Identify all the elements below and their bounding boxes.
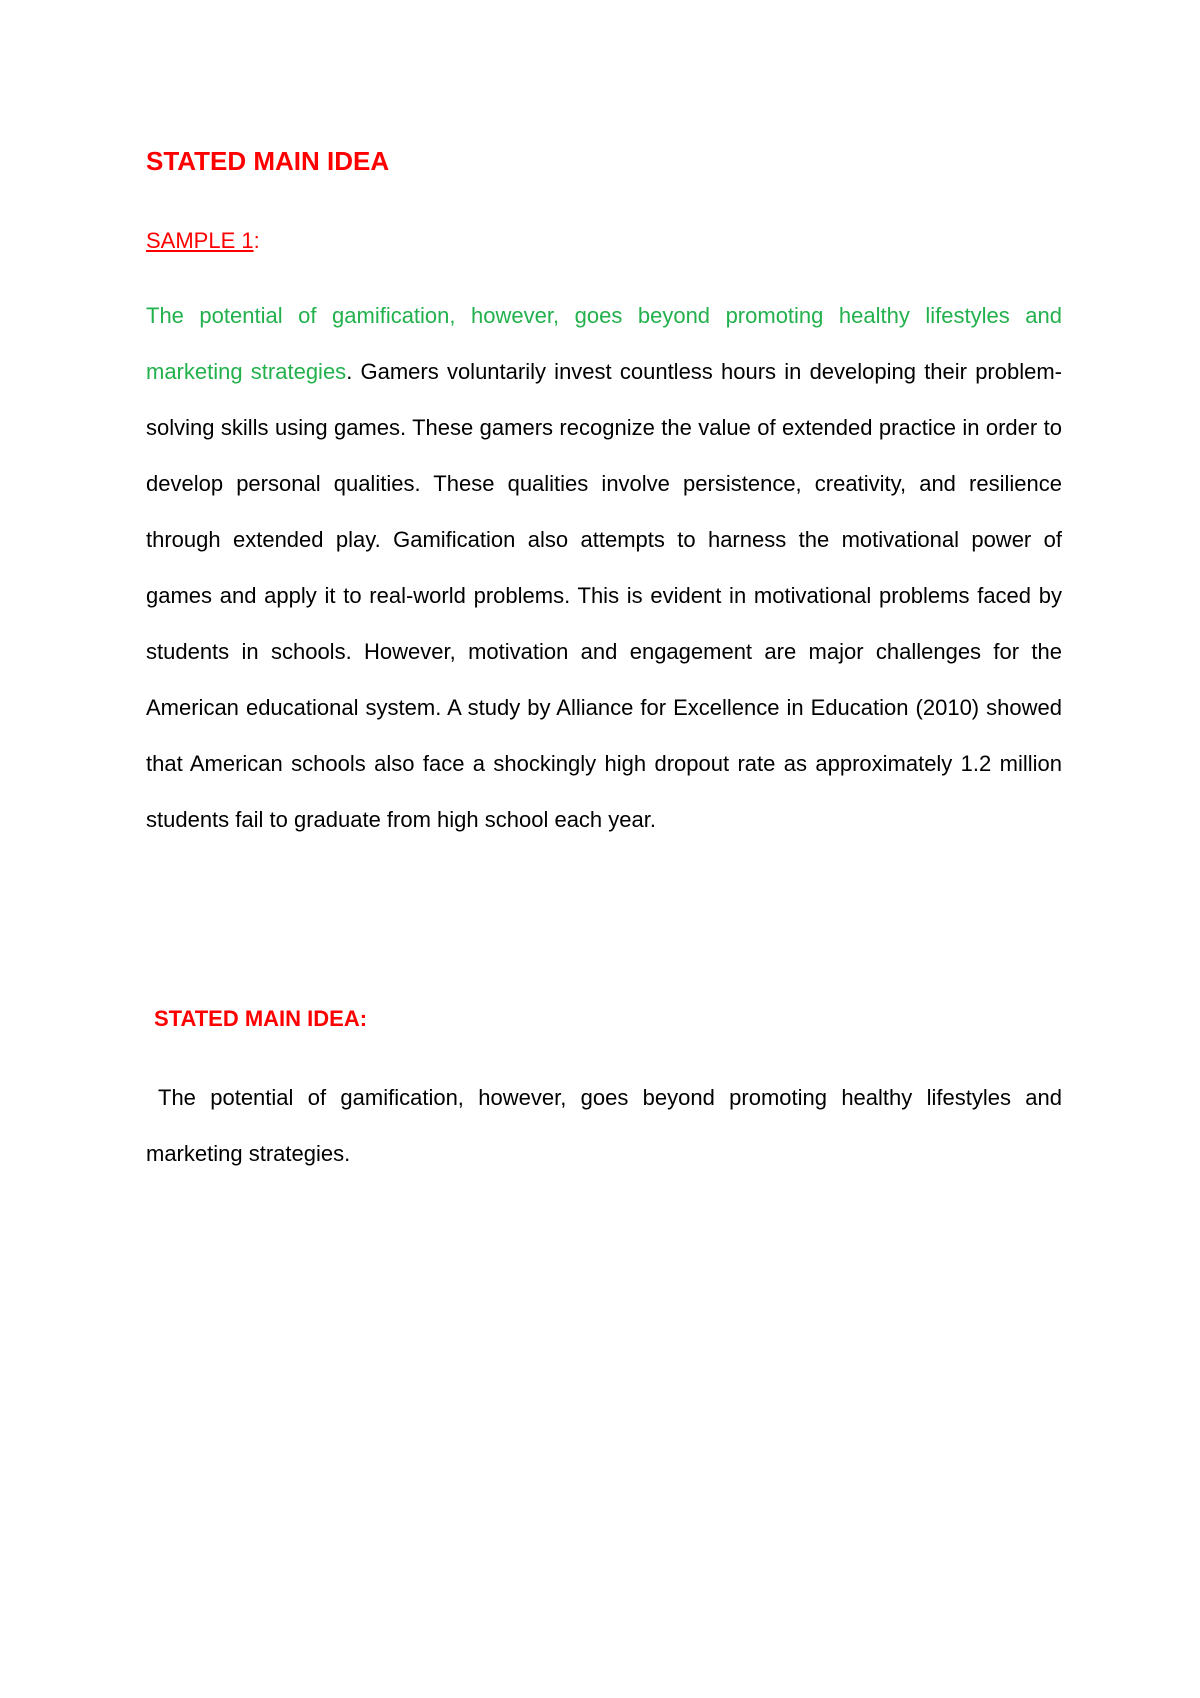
- page-title: STATED MAIN IDEA: [146, 146, 390, 176]
- answer-heading: STATED MAIN IDEA:: [154, 1006, 368, 1031]
- highlighted-main-idea: The potential of gamification, however, goes beyond promoting healthy lifestyles and marketing strategies: [146, 303, 1062, 384]
- sample-paragraph: [146, 288, 1062, 848]
- sample-label-text: SAMPLE 1: [146, 228, 254, 253]
- sample-label: [146, 228, 260, 254]
- sample-label-colon: :: [253, 228, 260, 253]
- answer-text: The potential of gamification, however, goes beyond promoting healthy lifestyles and marketing strategies.: [146, 1085, 1062, 1166]
- paragraph-rest: . Gamers voluntarily invest countless hours in developing their problem-solving skills using games. These gamers recognize the value of extended practice in order to develop personal qualities. These qualities involve persistence, creativity, and resilience through extended play. Gamification also attempts to harness the motivational power of games and apply it to real-world problems. This is evident in motivational problems faced by students in schools. However, motivation and engagement are major challenges for the American educational system. A study by Alliance for Excellence in Education (2010) showed that American schools also face a shockingly high dropout rate as approximately 1.2 million students fail to graduate from high school each year.: [146, 359, 1062, 832]
